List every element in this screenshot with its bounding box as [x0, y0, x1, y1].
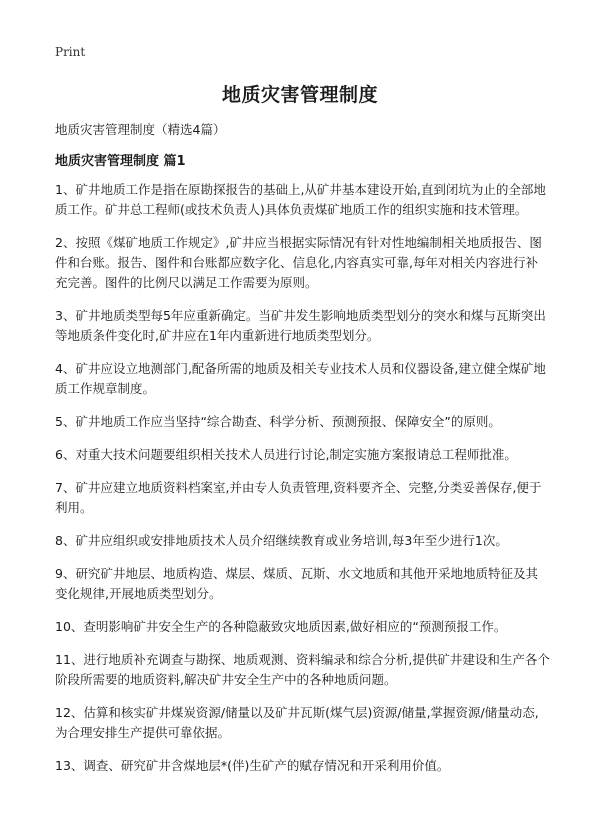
document-subtitle: 地质灾害管理制度（精选4篇） — [55, 122, 226, 137]
paragraph-6: 6、对重大技术问题要组织相关技术人员进行讨论,制定实施方案报请总工程师批准。 — [55, 447, 517, 462]
paragraph-12: 12、估算和核实矿井煤炭资源/储量以及矿井瓦斯(煤气层)资源/储量,掌握资源/储量动态,为合理安排生产提供可靠依据。 — [55, 705, 539, 740]
paragraph-9: 9、研究矿井地层、地质构造、煤层、煤质、瓦斯、水文地质和其他开采地地质特征及其变化规律,开展地质类型划分。 — [55, 566, 538, 601]
paragraph-10: 10、查明影响矿井安全生产的各种隐蔽致灾地质因素,做好相应的“预测预报工作。 — [55, 619, 507, 634]
paragraph-11: 11、进行地质补充调查与勘探、地质观测、资料编录和综合分析,提供矿井建设和生产各个阶段所需要的地质资料,解决矿井安全生产中的各种地质问题。 — [55, 652, 550, 687]
paragraph-7: 7、矿井应建立地质资料档案室,并由专人负责管理,资料要齐全、完整,分类妥善保存,便于利用。 — [55, 480, 542, 515]
document-title: 地质灾害管理制度 — [221, 84, 378, 106]
paragraph-2: 2、按照《煤矿地质工作规定》,矿井应当根据实际情况有针对性地编制相关地质报告、图件和台账。报告、图件和台账都应数字化、信息化,内容真实可靠,每年对相关内容进行补充完善。图件的比例尺以满足工作需要为原则。 — [55, 235, 542, 290]
paragraph-list — [55, 180, 550, 789]
paragraph-13: 13、调查、研究矿井含煤地层*(伴)生矿产的赋存情况和开采利用价值。 — [55, 758, 450, 773]
paragraph-4: 4、矿井应设立地测部门,配备所需的地质及相关专业技术人员和仪器设备,建立健全煤矿地质工作规章制度。 — [55, 361, 546, 396]
section-heading: 地质灾害管理制度 篇1 — [55, 154, 186, 169]
paragraph-3: 3、矿井地质类型每5年应重新确定。当矿井发生影响地质类型划分的突水和煤与瓦斯突出等地质条件变化时,矿井应在1年内重新进行地质类型划分。 — [55, 308, 546, 343]
paragraph-8: 8、矿井应组织或安排地质技术人员介绍继续教育或业务培训,每3年至少进行1次。 — [55, 533, 508, 548]
paragraph-1: 1、矿井地质工作是指在原勘探报告的基础上,从矿井基本建设开始,直到闭坑为止的全部地质工作。矿井总工程师(或技术负责人)具体负责煤矿地质工作的组织实施和技术管理。 — [55, 182, 546, 217]
paragraph-5: 5、矿井地质工作应当坚持“综合勘查、科学分析、预测预报、保障安全”的原则。 — [55, 414, 501, 429]
print-label[interactable]: Print — [55, 45, 86, 59]
